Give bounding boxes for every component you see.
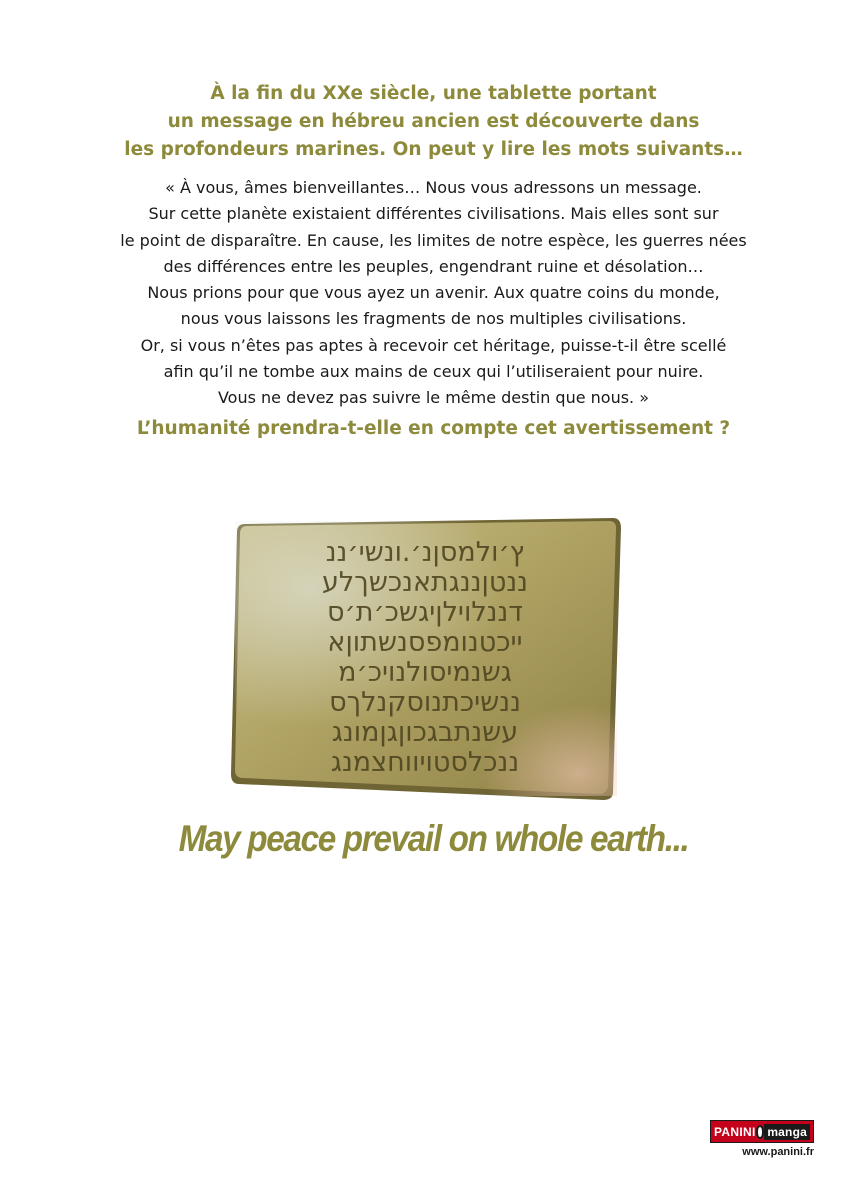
intro-heading <box>0 80 867 164</box>
quote-line: nous vous laissons les fragments de nos multiples civilisations. <box>180 309 687 329</box>
quote-line: le point de disparaître. En cause, les limites de notre espèce, les guerres nées <box>120 230 747 250</box>
intro-line: À la fin du XXe siècle, une tablette portant <box>210 83 657 104</box>
tablet-image <box>225 516 623 803</box>
quote-line: Sur cette planète existaient différentes civilisations. Mais elles sont sur <box>148 204 719 224</box>
quote-line: afin qu’il ne tombe aux mains de ceux qui l’utiliseraient pour nuire. <box>163 362 704 382</box>
quote-line: Vous ne devez pas suivre le même destin que nous. » <box>217 388 650 408</box>
intro-line: un message en hébreu ancien est découverte dans <box>167 111 700 132</box>
publisher-website: www.panini.fr <box>742 1146 814 1158</box>
tablet-inscription-line: דננלוילןיגשכ׳ת׳ס <box>326 597 524 628</box>
quote-block <box>0 175 867 412</box>
logo-manga-text: manga <box>764 1124 810 1140</box>
tablet-inscription-line: ץ׳ולמסןנ׳.ונשי׳ננ <box>325 537 525 568</box>
tablet-inscription-line: עשנתבגכוןגןמונג <box>331 717 519 748</box>
publisher-logo <box>710 1120 814 1143</box>
quote-line: des différences entre les peuples, engendrant ruine et désolation… <box>163 256 704 276</box>
closing-question: L’humanité prendra-t-elle en compte cet avertissement ? <box>136 418 731 439</box>
tablet-inscription-line: גשנמיסולנויכ׳מ <box>338 657 512 688</box>
tablet-illustration <box>225 516 623 803</box>
logo-panini-text: PANINI <box>714 1124 756 1139</box>
tablet-inscription-line: ננטןננגתאנכשךלע <box>322 567 528 598</box>
intro-line: les profondeurs marines. On peut y lire les mots suivants… <box>124 139 743 160</box>
logo-dot-icon <box>756 1125 765 1139</box>
tablet-inscription-line: ננשיכתנוסקנלךס <box>329 687 521 718</box>
quote-line: Nous prions pour que vous ayez un avenir. Aux quatre coins du monde, <box>147 283 720 303</box>
quote-line: « À vous, âmes bienveillantes… Nous vous adressons un message. <box>165 178 702 197</box>
quote-line: Or, si vous n’êtes pas aptes à recevoir cet héritage, puisse-t-il être scellé <box>140 335 727 355</box>
tablet-inscription-line: ייכטנומפסנשתוןא <box>327 627 523 658</box>
tablet-inscription-line: ננכלסטויווחצמנג <box>330 747 520 778</box>
motto: May peace prevail on whole earth... <box>178 818 689 859</box>
